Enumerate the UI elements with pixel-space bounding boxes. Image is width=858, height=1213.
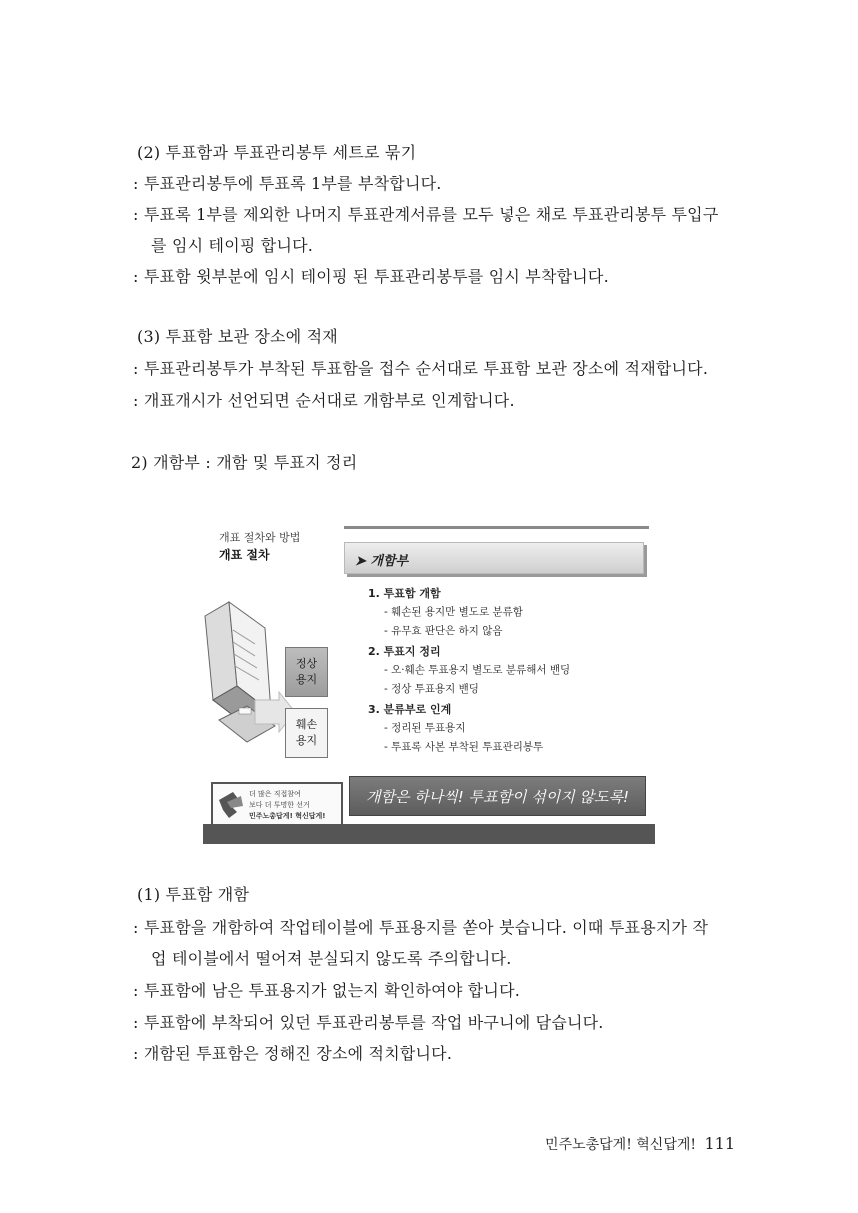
procedure-detail: - 정리된 투표용지 bbox=[384, 722, 466, 734]
procedure-detail: - 훼손된 용지만 별도로 분류함 bbox=[384, 606, 523, 618]
normal-ballot-box bbox=[285, 647, 328, 697]
figure-bottom-bar bbox=[203, 824, 655, 844]
footer-slogan: 민주노총답게! 혁신답게! bbox=[545, 1137, 696, 1153]
normal-ballot-label-1: 정상 bbox=[295, 657, 318, 670]
bullet-attach-record: : 투표관리봉투에 투표록 1부를 부착합니다. bbox=[133, 174, 442, 193]
bullet-pour-ballots: : 투표함을 개함하여 작업테이블에 투표용지를 쏟아 붓습니다. 이때 투표용지가 작 bbox=[133, 918, 709, 937]
union-logo bbox=[211, 782, 343, 830]
procedure-detail: - 오·훼손 투표용지 별도로 분류해서 밴딩 bbox=[384, 664, 571, 676]
logo-line-2: 보다 더 투명한 선거 bbox=[249, 801, 310, 809]
procedure-detail: - 정상 투표용지 밴딩 bbox=[384, 683, 479, 695]
procedure-step-1: 1. 투표함 개함 bbox=[368, 587, 441, 600]
subsection-title-2: (2) 투표함과 투표관리봉투 세트로 묶기 bbox=[137, 143, 417, 162]
damaged-ballot-box bbox=[285, 708, 328, 758]
figure-header-text: ➤ 개함부 bbox=[355, 554, 409, 569]
page-footer bbox=[545, 1134, 735, 1154]
bullet-stack-boxes: : 투표관리봉투가 부착된 투표함을 접수 순서대로 투표함 보관 장소에 적재합니다. bbox=[133, 359, 709, 378]
page-number: 111 bbox=[704, 1134, 735, 1153]
figure-title-bold: 개표 절차 bbox=[219, 548, 270, 562]
bullet-basket-envelope: : 투표함에 부착되어 있던 투표관리봉투를 작업 바구니에 담습니다. bbox=[133, 1013, 604, 1032]
procedure-detail: - 투표록 사본 부착된 투표관리봉투 bbox=[384, 741, 544, 753]
figure-header-bar bbox=[344, 542, 644, 574]
bullet-tape-envelope: : 투표록 1부를 제외한 나머지 투표관계서류를 모두 넣은 채로 투표관리봉투 투입구 bbox=[133, 205, 719, 224]
figure-title-small: 개표 절차와 방법 bbox=[219, 531, 301, 544]
bullet-check-remaining: : 투표함에 남은 투표용지가 없는지 확인하여야 합니다. bbox=[133, 981, 521, 1000]
bullet-tape-envelope-cont: 를 임시 테이핑 합니다. bbox=[151, 236, 314, 255]
procedure-step-3: 3. 분류부로 인계 bbox=[368, 703, 452, 716]
logo-line-1: 더 많은 직접참여 bbox=[249, 790, 301, 798]
procedure-step-2: 2. 투표지 정리 bbox=[368, 645, 441, 658]
figure-banner-text: 개함은 하나씩! 투표함이 섞이지 않도록! bbox=[366, 788, 629, 806]
logo-line-3: 민주노총답게! 혁신답게! bbox=[249, 812, 326, 820]
section-title-2: 2) 개함부 : 개함 및 투표지 정리 bbox=[131, 453, 358, 472]
bullet-attach-envelope: : 투표함 윗부분에 임시 테이핑 된 투표관리봉투를 임시 부착합니다. bbox=[133, 267, 609, 286]
damaged-ballot-label-2: 용지 bbox=[295, 734, 318, 747]
figure-top-line bbox=[344, 526, 649, 529]
bullet-hand-over: : 개표개시가 선언되면 순서대로 개함부로 인계합니다. bbox=[133, 391, 515, 410]
figure-banner bbox=[349, 776, 646, 816]
procedure-figure bbox=[203, 520, 655, 844]
subsection-title-1: (1) 투표함 개함 bbox=[137, 885, 250, 904]
megaphone-icon bbox=[217, 790, 247, 820]
bullet-pour-ballots-cont: 업 테이블에서 떨어져 분실되지 않도록 주의합니다. bbox=[151, 949, 512, 968]
bullet-store-box: : 개함된 투표함은 정해진 장소에 적치합니다. bbox=[133, 1044, 453, 1063]
damaged-ballot-label-1: 훼손 bbox=[295, 718, 318, 731]
subsection-title-3: (3) 투표함 보관 장소에 적재 bbox=[137, 327, 338, 346]
normal-ballot-label-2: 용지 bbox=[295, 673, 318, 686]
procedure-detail: - 유무효 판단은 하지 않음 bbox=[384, 625, 503, 637]
